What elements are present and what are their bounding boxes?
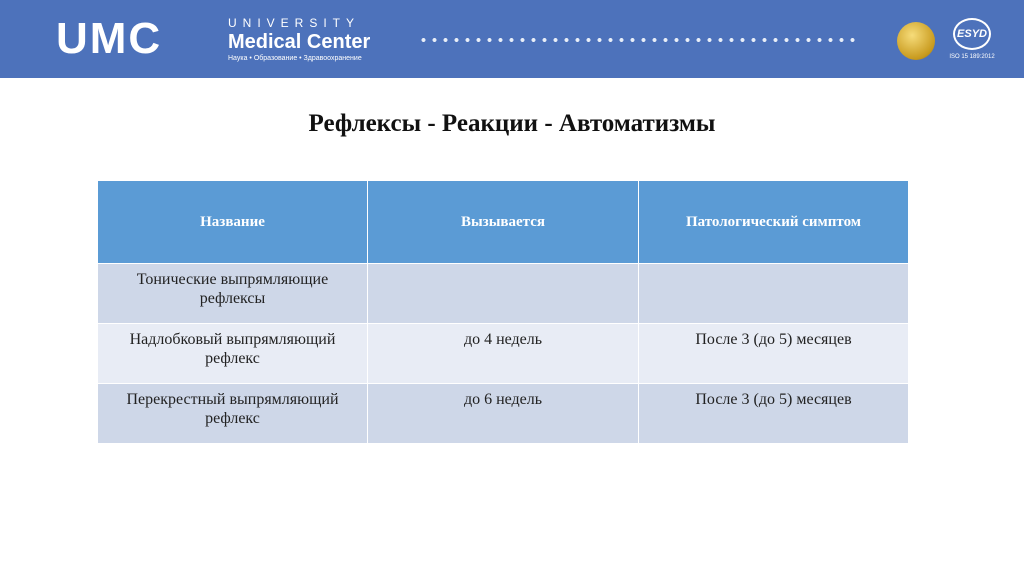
cell-symptom: После 3 (до 5) месяцев — [639, 324, 909, 384]
table-header-row — [98, 181, 909, 264]
column-header-name: Название — [98, 181, 368, 264]
esyd-mark: ESYD — [953, 18, 991, 50]
header-banner — [0, 0, 1024, 78]
cell-symptom — [639, 264, 909, 324]
logo-university: UNIVERSITY — [228, 16, 361, 30]
slide-title: Рефлексы - Реакции - Автоматизмы — [308, 110, 716, 137]
reflex-table — [97, 180, 909, 444]
logo-tagline: Наука • Образование • Здравоохранение — [228, 55, 362, 62]
logo-mark: UMC — [56, 14, 163, 63]
cell-triggered: до 4 недель — [368, 324, 639, 384]
table-row — [98, 384, 909, 444]
dotted-divider — [418, 37, 858, 43]
cell-symptom: После 3 (до 5) месяцев — [639, 384, 909, 444]
logo-text — [228, 16, 448, 64]
cell-name: Надлобковый выпрямляющий рефлекс — [98, 324, 368, 384]
esyd-certification-badge — [946, 18, 998, 68]
logo-medical-center: Medical Center — [228, 31, 371, 53]
cell-name: Тонические выпрямляющие рефлексы — [98, 264, 368, 324]
cell-triggered — [368, 264, 639, 324]
table-row — [98, 264, 909, 324]
table-row — [98, 324, 909, 384]
cell-triggered: до 6 недель — [368, 384, 639, 444]
cell-name: Перекрестный выпрямляющий рефлекс — [98, 384, 368, 444]
column-header-symptom: Патологический симптом — [639, 181, 909, 264]
esyd-iso-label: ISO 15 189:2012 — [949, 54, 995, 60]
gold-seal-icon — [897, 22, 935, 60]
column-header-triggered: Вызывается — [368, 181, 639, 264]
